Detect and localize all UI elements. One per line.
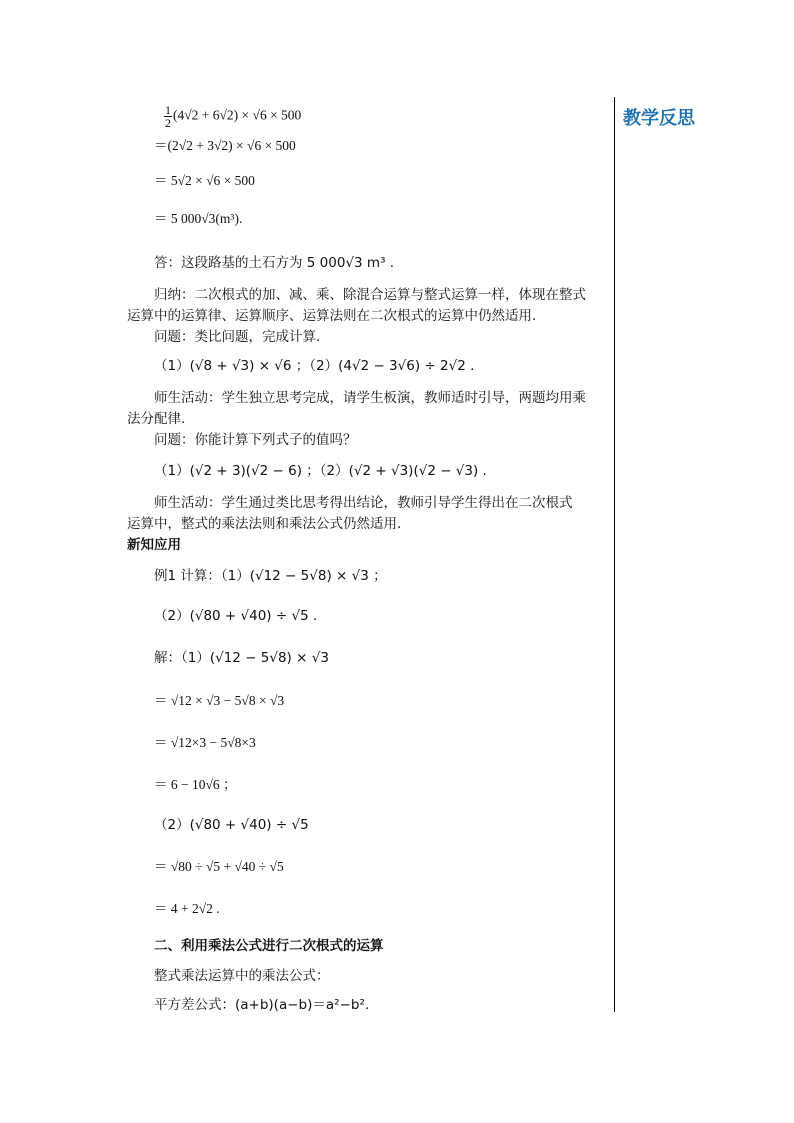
solution-line-5: （2）(√80 + √40) ÷ √5 xyxy=(154,817,309,833)
summary-line-1: 归纳：二次根式的加、减、乘、除混合运算与整式运算一样，体现在整式 xyxy=(154,287,586,303)
example-1-line-1: 例1 计算：（1）(√12 − 5√8) × √3 ； xyxy=(154,568,387,584)
section-heading-new-knowledge: 新知应用 xyxy=(127,537,181,553)
solution-line-6: ＝ √80 ÷ √5 + √40 ÷ √5 xyxy=(154,859,284,874)
vertical-divider xyxy=(614,97,615,1012)
question-2: 问题：你能计算下列式子的值吗？ xyxy=(154,432,357,448)
sidebar-title: 教学反思 xyxy=(623,108,695,129)
calc-line-4: ＝ 5 000√3(m³). xyxy=(154,211,243,226)
question-1-items: （1）(√8 + √3) × √6 ；（2）(4√2 − 3√6) ÷ 2√2 . xyxy=(154,358,475,374)
solution-line-7: ＝ 4 + 2√2 . xyxy=(154,901,220,916)
answer-line: 答：这段路基的土石方为 5 000√3 m³ . xyxy=(154,255,395,271)
activity-2-line-1: 师生活动：学生通过类比思考得出结论，教师引导学生得出在二次根式 xyxy=(154,495,573,511)
calc-line-2: ＝(2√2 + 3√2) × √6 × 500 xyxy=(154,138,296,153)
example-1-line-2: （2）(√80 + √40) ÷ √5 . xyxy=(154,608,318,624)
calc-line-1: $\frac{1}{2}$ (4√2 + 6√2) × √6 × 500 xyxy=(165,103,302,130)
question-1: 问题：类比问题，完成计算. xyxy=(154,329,321,345)
solution-line-1: 解：（1）(√12 − 5√8) × √3 xyxy=(154,650,329,666)
question-2-items: （1）(√2 + 3)(√2 − 6) ；（2）(√2 + √3)(√2 − √3) . xyxy=(154,463,487,479)
solution-line-4: ＝ 6 − 10√6 ； xyxy=(154,777,237,792)
formula-difference-of-squares: 平方差公式：(a+b)(a−b)＝a²−b². xyxy=(154,997,370,1013)
activity-1-line-1: 师生活动：学生独立思考完成，请学生板演，教师适时引导，两题均用乘 xyxy=(154,390,586,406)
summary-line-2: 运算中的运算律、运算顺序、运算法则在二次根式的运算中仍然适用. xyxy=(127,308,537,324)
section-heading-2: 二、利用乘法公式进行二次根式的运算 xyxy=(154,938,384,954)
formula-intro: 整式乘法运算中的乘法公式： xyxy=(154,968,330,984)
activity-2-line-2: 运算中，整式的乘法法则和乘法公式仍然适用. xyxy=(127,516,402,532)
fraction: $\frac{1}{2}$ xyxy=(165,103,171,130)
calc-line-3: ＝ 5√2 × √6 × 500 xyxy=(154,173,255,188)
solution-line-3: ＝ √12×3 − 5√8×3 xyxy=(154,735,256,750)
activity-1-line-2: 法分配律. xyxy=(127,411,186,427)
solution-line-2: ＝ √12 × √3 − 5√8 × √3 xyxy=(154,693,285,708)
